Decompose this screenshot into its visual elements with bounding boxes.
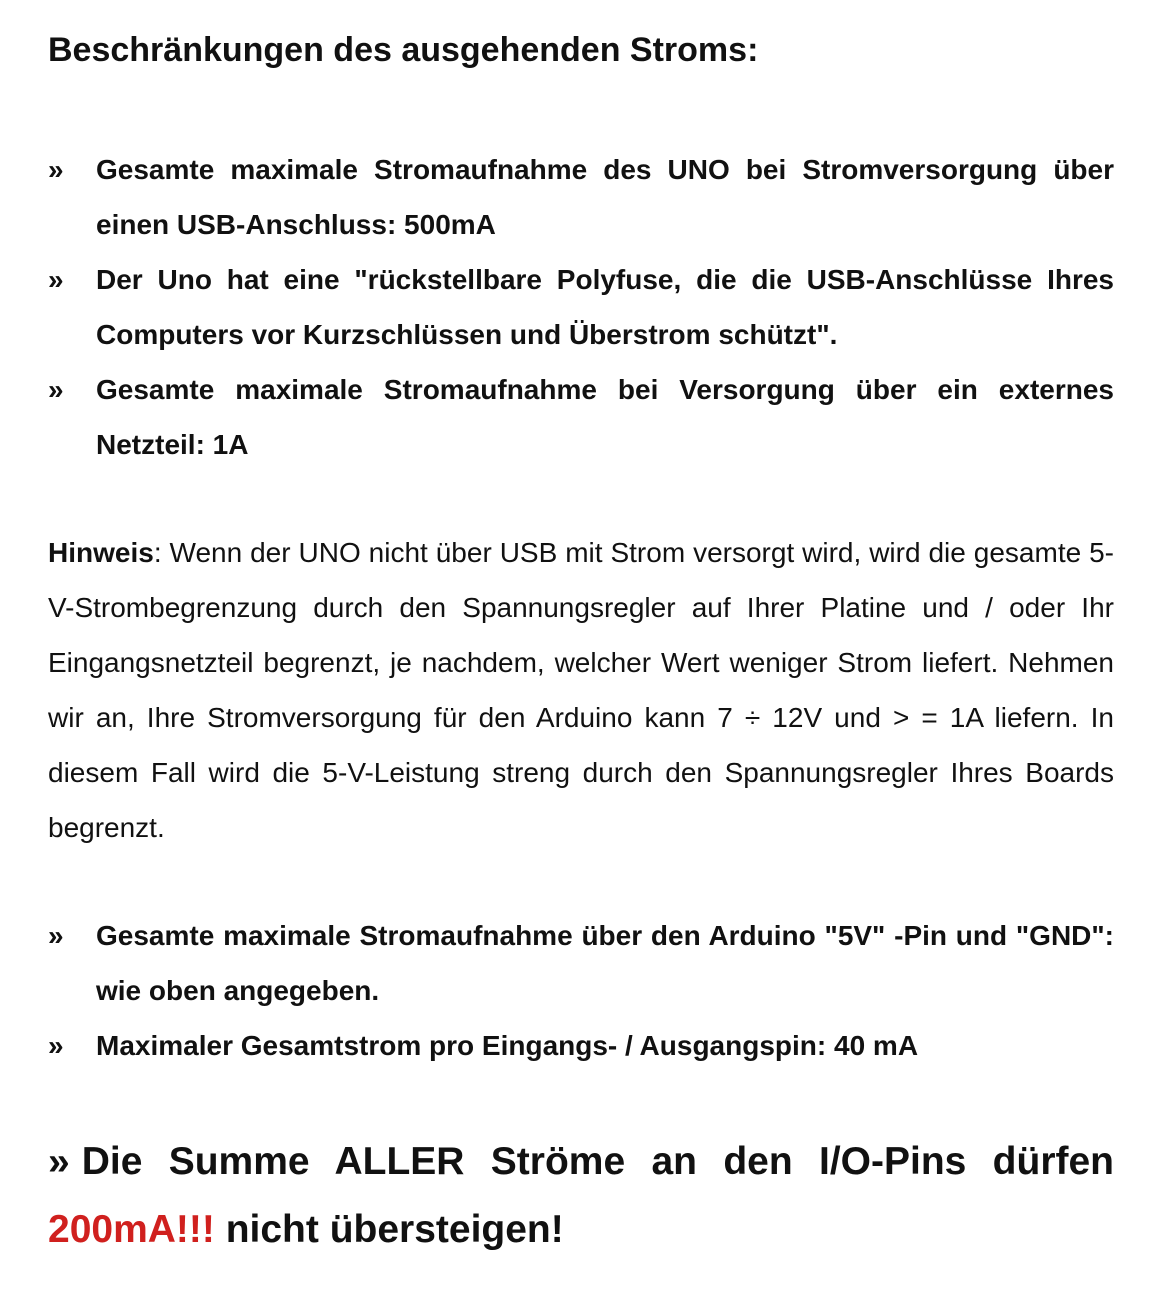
current-limit-highlight: 200mA!!! — [48, 1208, 215, 1251]
section-heading: Beschränkungen des ausgehenden Stroms: — [48, 31, 759, 69]
list-item-text: Der Uno hat eine "rückstellbare Polyfuse, die die USB-Anschlüsse Ihres Computers vor Kurzschlüssen und Überstrom schützt". — [96, 264, 1114, 350]
bullet-marker: » — [48, 1030, 64, 1061]
list-item-text: Gesamte maximale Stromaufnahme bei Versorgung über ein externes Netzteil: 1A — [96, 374, 1114, 460]
list-item-text: Maximaler Gesamtstrom pro Eingangs- / Ausgangspin: 40 mA — [96, 1030, 919, 1061]
list-item-text: Gesamte maximale Stromaufnahme über den Arduino "5V" -Pin und "GND": wie oben angegeben. — [96, 920, 1114, 1006]
warning-text-end: nicht übersteigen! — [214, 1208, 564, 1251]
note-label: Hinweis — [48, 537, 154, 568]
bullet-marker: » — [48, 154, 64, 185]
warning-text: Die Summe ALLER Ströme an den I/O-Pins dürfen — [81, 1140, 1114, 1183]
pin-limits-list — [48, 908, 1114, 1073]
bullet-marker: » — [48, 374, 64, 405]
note-text: : Wenn der UNO nicht über USB mit Strom versorgt wird, wird die gesamte 5-V-Strombegrenzung durch den Spannungsregler auf Ihrer Platine und / oder Ihr Eingangsnetzteil begrenzt, je nachdem, welcher Wert weniger Strom liefert. Nehmen wir an, Ihre Stromversorgung für den Arduino kann 7 ÷ 12V und > = 1A liefern. In diesem Fall wird die 5-V-Leistung streng durch den Spannungsregler Ihres Boards begrenzt. — [48, 537, 1114, 843]
bullet-marker: » — [48, 920, 64, 951]
bullet-marker: » — [48, 264, 64, 295]
final-warning — [48, 1128, 1114, 1264]
bullet-marker: » — [48, 1140, 70, 1183]
list-item-text: Gesamte maximale Stromaufnahme des UNO bei Stromversorgung über einen USB-Anschluss: 500mA — [96, 154, 1114, 240]
list-item — [48, 252, 1114, 362]
list-item — [48, 1018, 1114, 1073]
list-item — [48, 908, 1114, 1018]
list-item — [48, 142, 1114, 252]
note-paragraph — [48, 525, 1114, 855]
list-item — [48, 362, 1114, 472]
current-limits-list — [48, 142, 1114, 472]
